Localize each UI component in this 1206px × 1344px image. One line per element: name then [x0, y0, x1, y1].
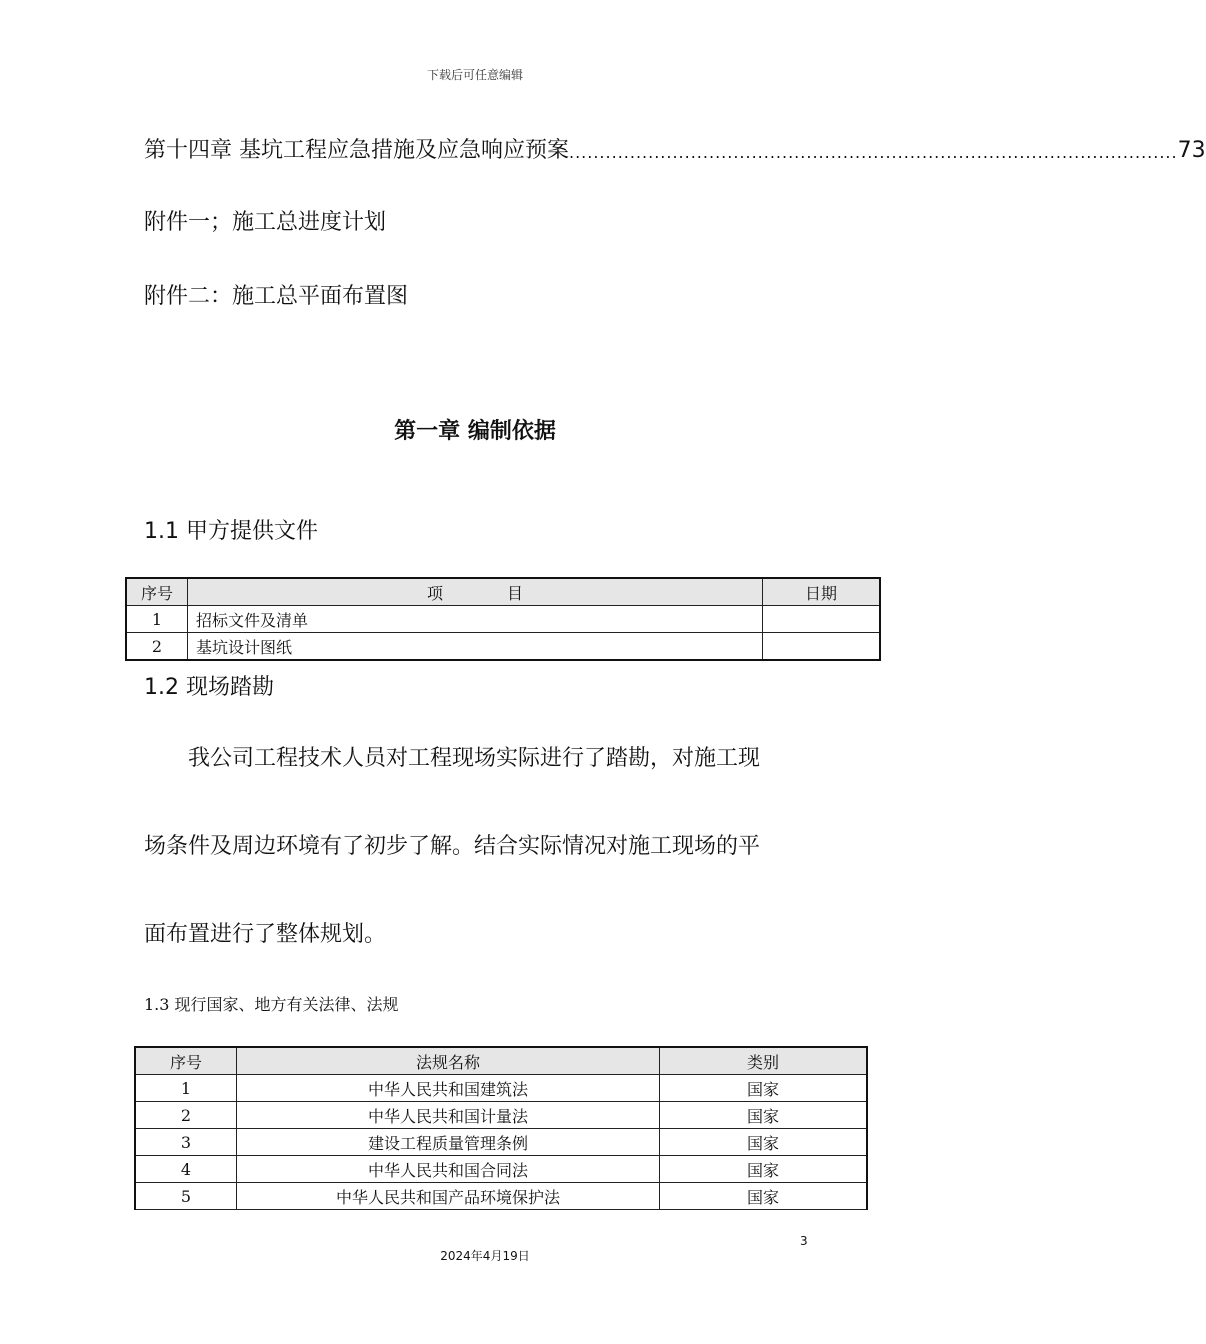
page-number: 3: [800, 1234, 808, 1248]
cell-name: 中华人民共和国产品环境保护法: [237, 1183, 660, 1210]
cell-name: 建设工程质量管理条例: [237, 1129, 660, 1156]
cell-no: 1: [126, 606, 188, 633]
toc-leader-dots: ....................................................................................................: [569, 143, 1178, 162]
laws-regulations-table: [134, 1046, 868, 1210]
section-1-1-heading: 1.1 甲方提供文件: [144, 519, 318, 544]
page-footer-date: 2024年4月19日: [440, 1249, 530, 1263]
cell-type: 国家: [660, 1183, 868, 1210]
table-row: [135, 1129, 867, 1156]
cell-name: 中华人民共和国计量法: [237, 1102, 660, 1129]
cell-no: 2: [126, 633, 188, 661]
chapter-title: 第一章 编制依据: [394, 419, 556, 444]
cell-type: 国家: [660, 1102, 868, 1129]
header-type: 类别: [660, 1047, 868, 1075]
cell-item: 基坑设计图纸: [188, 633, 763, 661]
header-no: 序号: [135, 1047, 237, 1075]
cell-no: 5: [135, 1183, 237, 1210]
cell-name: 中华人民共和国建筑法: [237, 1075, 660, 1102]
cell-no: 4: [135, 1156, 237, 1183]
table-header-row: [126, 578, 880, 606]
section-1-3-heading: 1.3 现行国家、地方有关法律、法规: [144, 995, 399, 1014]
toc-entry-attachment-2[interactable]: 附件二：施工总平面布置图: [144, 284, 409, 309]
toc-entry-attachment-1[interactable]: 附件一；施工总进度计划: [144, 210, 387, 235]
table-row: [126, 633, 880, 661]
table-row: [135, 1183, 867, 1210]
table-row: [135, 1156, 867, 1183]
header-item: 项 目: [188, 578, 763, 606]
header-name: 法规名称: [237, 1047, 660, 1075]
page-header: 下载后可任意编辑: [426, 68, 523, 82]
toc-entry-page: 73: [1177, 138, 1206, 163]
table-header-row: [135, 1047, 867, 1075]
paragraph-line-3: 面布置进行了整体规划。: [144, 922, 387, 947]
cell-type: 国家: [660, 1075, 868, 1102]
section-1-2-heading: 1.2 现场踏勘: [144, 675, 274, 700]
header-date: 日期: [763, 578, 881, 606]
cell-date: [763, 633, 881, 661]
provided-documents-table: [125, 577, 881, 661]
header-no: 序号: [126, 578, 188, 606]
cell-type: 国家: [660, 1129, 868, 1156]
cell-no: 1: [135, 1075, 237, 1102]
cell-item: 招标文件及清单: [188, 606, 763, 633]
table-row: [126, 606, 880, 633]
table-row: [135, 1075, 867, 1102]
paragraph-line-2: 场条件及周边环境有了初步了解。结合实际情况对施工现场的平: [144, 834, 761, 859]
cell-name: 中华人民共和国合同法: [237, 1156, 660, 1183]
paragraph-line-1: 我公司工程技术人员对工程现场实际进行了踏勘，对施工现: [144, 746, 761, 771]
cell-type: 国家: [660, 1156, 868, 1183]
toc-entry-chapter-14[interactable]: [144, 136, 1206, 170]
cell-no: 3: [135, 1129, 237, 1156]
toc-entry-title: 第十四章 基坑工程应急措施及应急响应预案: [144, 138, 569, 163]
cell-no: 2: [135, 1102, 237, 1129]
table-row: [135, 1102, 867, 1129]
cell-date: [763, 606, 881, 633]
